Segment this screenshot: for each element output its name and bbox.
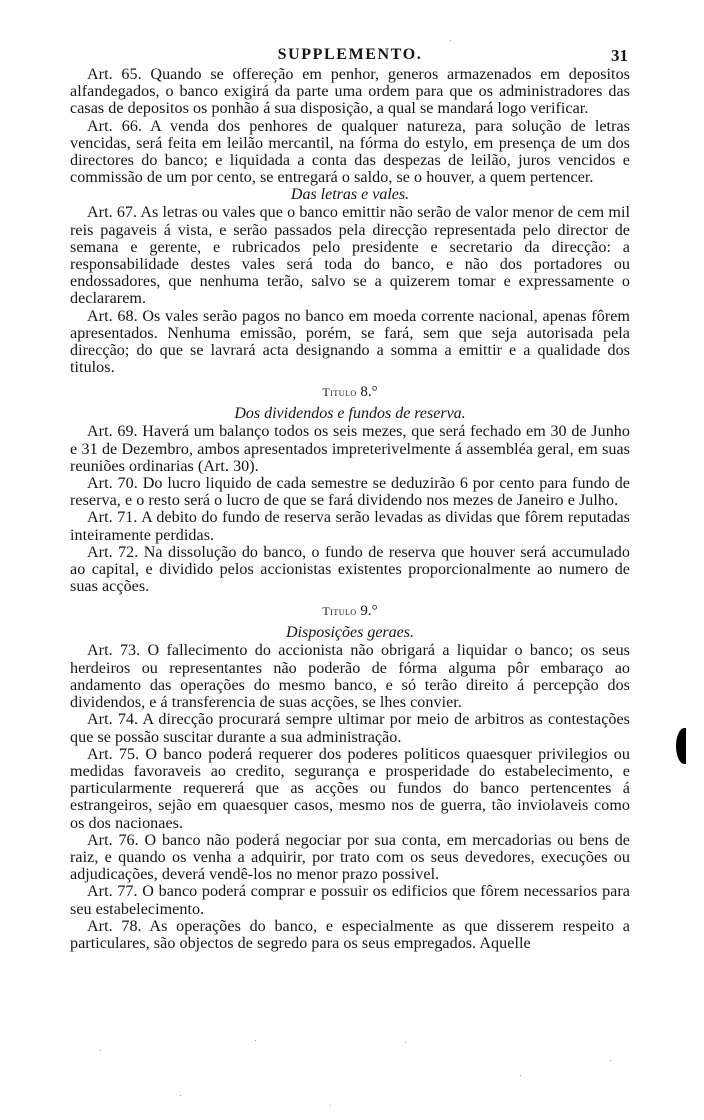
titulo-9-label	[70, 602, 630, 620]
article-label: Art. 68.	[87, 307, 138, 325]
titulo-9-heading: Disposições geraes.	[286, 624, 414, 642]
article-text: A debito do fundo de reserva serão levadas as dividas que fôrem reputadas inteiramente perdidas.	[70, 509, 630, 544]
articles-group-d	[70, 642, 630, 952]
article-label: Art. 74.	[87, 711, 139, 729]
article-label: Art. 67.	[87, 204, 138, 222]
article-75	[70, 746, 630, 832]
article-label: Art. 72.	[87, 543, 139, 561]
article-label: Art. 65.	[87, 66, 142, 83]
article-label: Art. 66.	[87, 117, 142, 135]
article-65	[70, 66, 630, 118]
article-70	[70, 475, 630, 509]
scan-speck	[330, 1105, 331, 1106]
articles-group-b	[70, 204, 630, 376]
articles-group-a	[70, 66, 630, 186]
article-label: Art. 77.	[87, 883, 138, 901]
article-73	[70, 642, 630, 711]
article-74	[70, 711, 630, 745]
scan-speck	[255, 1040, 256, 1041]
scan-speck	[180, 1095, 181, 1096]
scan-edge-mark	[676, 728, 686, 764]
article-text: O banco não poderá negociar por sua conta, em mercadorias ou bens de raiz, e quando os venha a adquirir, por trato com os seus devedores, execuções ou adjudicações, deverá vendê-los no menor prazo possivel.	[70, 831, 630, 884]
article-label: Art. 78.	[87, 917, 142, 935]
article-71	[70, 509, 630, 543]
article-68	[70, 308, 630, 377]
article-text: O fallecimento do accionista não obrigará a liquidar o banco; os seus herdeiros ou representantes não poderão de fórma alguma pôr embaraço ao andamento das operações do mesmo banco, e só terão direito á percepção dos dividendos, e á transferencia de suas acções, se lhes convier.	[70, 642, 630, 712]
subheading-letras-vales: Das letras e vales.	[290, 186, 410, 204]
article-67	[70, 204, 630, 307]
article-label: Art. 76.	[87, 831, 139, 849]
article-69	[70, 423, 630, 475]
running-title: SUPPLEMENTO.	[277, 46, 423, 63]
article-label: Art. 71.	[87, 509, 138, 527]
article-text: A direcção procurará sempre ultimar por meio de arbitros as contestações que se possão suscitar durante a sua administração.	[70, 711, 630, 746]
scan-speck	[520, 1075, 521, 1076]
article-72	[70, 544, 630, 596]
articles-group-c	[70, 423, 630, 595]
article-text: O banco poderá requerer dos poderes politicos quaesquer privilegios ou medidas favoraveis ao credito, segurança e prosperidade do estabelecimento, e particularmente requererá que as acções ou fundos do banco pertencentes á estrangeiros, sejão em quaesquer casos, mesmo nos de guerra, tão inviolaveis como os dos nacionaes.	[70, 745, 630, 832]
article-label: Art. 75.	[87, 745, 140, 763]
article-text: O banco poderá comprar e possuir os edificios que fôrem necessarios para seu estabelecimento.	[70, 883, 630, 918]
titulo-8-label	[70, 383, 630, 401]
article-text: Haverá um balanço todos os seis mezes, que será fechado em 30 de Junho e 31 de Dezembro, ambos apresentados impreterivelmente á assembléa geral, em suas reuniões ordinarias (Art. 30).	[70, 423, 630, 475]
article-label: Art. 69.	[87, 423, 138, 441]
article-text: Do lucro liquido de cada semestre se deduzirão 6 por cento para fundo de reserva, e o resto será o lucro de que se fará dividendo nos mezes de Janeiro e Julho.	[70, 475, 630, 510]
article-text: As operações do banco, e especialmente as que disserem respeito a particulares, são objectos de segredo para os seus empregados. Aquelle	[70, 917, 630, 952]
article-text: Na dissolução do banco, o fundo de reserva que houver será accumulado ao capital, e dividido pelos accionistas existentes proporcionalmente ao numero de suas acções.	[70, 543, 630, 596]
titulo-prefix: Titulo	[322, 604, 357, 619]
titulo-number: 9.°	[360, 603, 378, 620]
running-head	[70, 44, 630, 66]
document-page	[70, 44, 630, 952]
article-label: Art. 70.	[87, 475, 138, 493]
scan-speck	[450, 40, 451, 41]
article-77	[70, 883, 630, 917]
titulo-number: 8.°	[360, 384, 378, 401]
article-66	[70, 118, 630, 187]
article-76	[70, 832, 630, 884]
page-number: 31	[611, 46, 628, 65]
scan-speck	[100, 1050, 101, 1051]
scan-speck	[610, 1060, 611, 1061]
article-text: A venda dos penhores de qualquer natureza, para solução de letras vencidas, será feita em leilão mercantil, na fórma do estylo, em presença de um dos directores do banco; e liquidada a conta das despezas de leilão, juros vencidos e commissão de um por cento, se entregará o saldo, se o houver, a quem pertencer.	[70, 117, 630, 187]
article-text: As letras ou vales que o banco emittir não serão de valor menor de cem mil reis pagaveis á vista, e serão passados pela direcção representada pelo director de semana e gerente, e rubricados pelo presidente e secretario da direcção: a responsabilidade destes vales será toda do banco, e não dos portadores ou endossadores, que nenhuma terão, salvo se a quizerem tomar e expressamente o declararem.	[70, 204, 630, 308]
titulo-8-heading: Dos dividendos e fundos de reserva.	[234, 405, 466, 423]
scan-speck	[405, 1042, 406, 1043]
article-text: Os vales serão pagos no banco em moeda corrente nacional, apenas fôrem apresentados. Nenhuma emissão, porém, se fará, sem que seja autorisada pela direcção; do que se lavrará acta designando a somma a emittir e a qualidade dos titulos.	[70, 307, 630, 377]
article-text: Quando se offereção em penhor, generos armazenados em depositos alfandegados, o banco exigirá da parte uma ordem para que os administradores das casas de depositos os ponhão á sua disposição, a qual se mandará logo verificar.	[70, 66, 630, 118]
article-label: Art. 73.	[87, 642, 141, 660]
article-78	[70, 918, 630, 952]
titulo-prefix: Titulo	[322, 385, 357, 400]
